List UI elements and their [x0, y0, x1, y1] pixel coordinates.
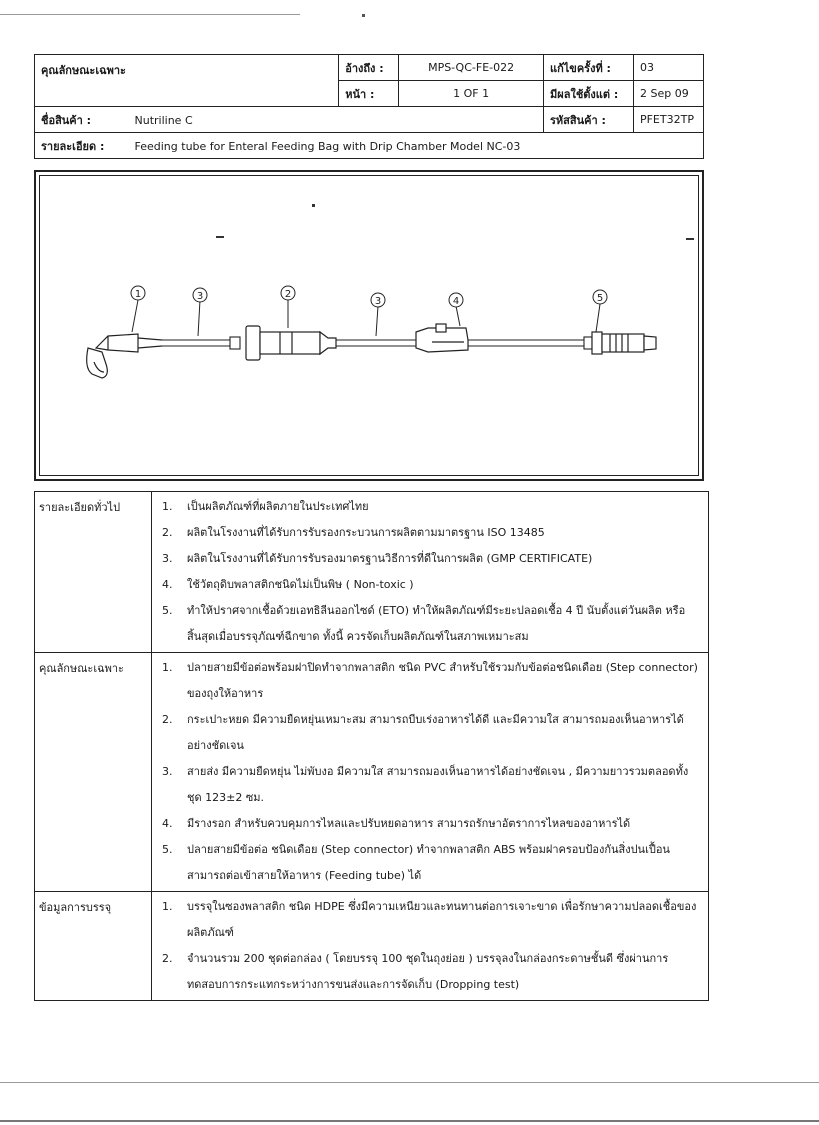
- revision-label: แก้ไขครั้งที่ :: [544, 55, 634, 81]
- page-value: 1 OF 1: [399, 81, 544, 107]
- specification-table: [34, 491, 709, 1001]
- section-packaging: [35, 892, 709, 1001]
- scan-speck: [312, 204, 315, 207]
- section-specification: [35, 653, 709, 892]
- list-item: 2. ผลิตในโรงงานที่ได้รับการรับรองกระบวนการผลิตตามมาตรฐาน ISO 13485: [162, 526, 545, 539]
- product-row: [35, 107, 544, 133]
- list-item: 4. มีรางรอก สำหรับควบคุมการไหลและปรับหยดอาหาร สามารถรักษาอัตราการไหลของอาหารได้: [162, 817, 631, 830]
- product-code-label: รหัสสินค้า :: [544, 107, 634, 133]
- page-label: หน้า :: [339, 81, 399, 107]
- list-item: 1. ปลายสายมีข้อต่อพร้อมฝาปิดทำจากพลาสติก ชนิด PVC สำหรับใช้รวมกับข้อต่อชนิดเดือย (Step connector) ของถุงให้อาหาร: [162, 661, 698, 700]
- pvc-connector-with-cap: [87, 334, 162, 378]
- ref-label: อ้างถึง :: [339, 55, 399, 81]
- tubing-segment-right: [468, 337, 592, 349]
- detail-row: [35, 133, 704, 159]
- product-label: ชื่อสินค้า :: [41, 113, 92, 127]
- spec-label: คุณลักษณะเฉพาะ: [35, 55, 339, 107]
- product-diagram-inner-frame: [39, 175, 699, 476]
- ref-value: MPS-QC-FE-022: [399, 55, 544, 81]
- feeding-tube-diagram: [40, 176, 700, 477]
- callout-leaders: [132, 300, 600, 336]
- section-title: รายละเอียดทั่วไป: [35, 492, 152, 653]
- callout-label: 4: [452, 296, 460, 307]
- list-item: 3. ผลิตในโรงงานที่ได้รับการรับรองมาตรฐานวิธีการที่ดีในการผลิต (GMP CERTIFICATE): [162, 552, 593, 565]
- scan-speck: [216, 236, 224, 238]
- callout-label: 1: [134, 289, 142, 300]
- tubing-segment-middle: [336, 340, 416, 346]
- section-title: คุณลักษณะเฉพาะ: [35, 653, 152, 892]
- callout-label: 5: [596, 293, 604, 304]
- list-item: 1. บรรจุในซองพลาสติก ชนิด HDPE ซึ่งมีความเหนียวและทนทานต่อการเจาะขาด เพื่อรักษาความปลอดเชื้อของผลิตภัณฑ์: [162, 900, 697, 939]
- header-table: [34, 54, 704, 159]
- tubing-segment-left: [162, 337, 240, 349]
- callout-label: 3: [374, 296, 382, 307]
- detail-value: Feeding tube for Enteral Feeding Bag with Drip Chamber Model NC-03: [134, 139, 521, 153]
- scan-mark: [0, 1082, 819, 1083]
- list-item: 5. ปลายสายมีข้อต่อ ชนิดเดือย (Step connector) ทำจากพลาสติก ABS พร้อมฝาครอบป้องกันสิ่งปนเปื้อน สามารถต่อเข้าสายให้อาหาร (Feeding tube) ได้: [162, 843, 670, 882]
- step-connector: [592, 332, 656, 354]
- list-item: 4. ใช้วัตถุดิบพลาสติกชนิดไม่เป็นพิษ ( Non-toxic ): [162, 578, 414, 591]
- effective-date-value: 2 Sep 09: [633, 81, 703, 107]
- effective-date-label: มีผลใช้ตั้งแต่ :: [544, 81, 634, 107]
- section-title: ข้อมูลการบรรจุ: [35, 892, 152, 1001]
- list-item: 3. สายส่ง มีความยืดหยุ่น ไม่พับงอ มีความใส สามารถมองเห็นอาหารได้อย่างชัดเจน , มีความยาวรวมตลอดทั้งชุด 123±2 ซม.: [162, 765, 689, 804]
- list-item: 2. กระเปาะหยด มีความยืดหยุ่นเหมาะสม สามารถบีบเร่งอาหารได้ดี และมีความใส สามารถมองเห็นอาหารได้อย่างชัดเจน: [162, 713, 684, 752]
- callout-label: 3: [196, 291, 204, 302]
- detail-label: รายละเอียด :: [41, 139, 105, 153]
- revision-value: 03: [633, 55, 703, 81]
- product-diagram-frame: [34, 170, 704, 481]
- list-item: 5. ทำให้ปราศจากเชื้อด้วยเอทธิลีนออกไซด์ (ETO) ทำให้ผลิตภัณฑ์มีระยะปลอดเชื้อ 4 ปี นับตั้งแต่วันผลิต หรือ สิ้นสุดเมื่อบรรจุภัณฑ์ฉีกขาด ทั้งนี้ ควรจัดเก็บผลิตภัณฑ์ในสภาพเหมาะสม: [162, 604, 686, 643]
- product-code-value: PFET32TP: [633, 107, 703, 133]
- list-item: 2. จำนวนรวม 200 ชุดต่อกล่อง ( โดยบรรจุ 100 ชุดในถุงย่อย ) บรรจุลงในกล่องกระดาษชั้นดี ซึ่งผ่านการทดสอบการกระแทกระหว่างการขนส่งและการจัดเก็บ (Dropping test): [162, 952, 669, 991]
- section-general: [35, 492, 709, 653]
- roller-clamp: [416, 324, 468, 352]
- drip-chamber: [246, 326, 336, 360]
- list-item: 1. เป็นผลิตภัณฑ์ที่ผลิตภายในประเทศไทย: [162, 500, 369, 513]
- scan-mark: [0, 1120, 819, 1122]
- callout-label: 2: [284, 289, 292, 300]
- product-value: Nutriline C: [134, 113, 193, 127]
- scan-mark: [0, 14, 300, 15]
- scan-mark: [362, 14, 365, 17]
- scan-speck: [686, 238, 694, 240]
